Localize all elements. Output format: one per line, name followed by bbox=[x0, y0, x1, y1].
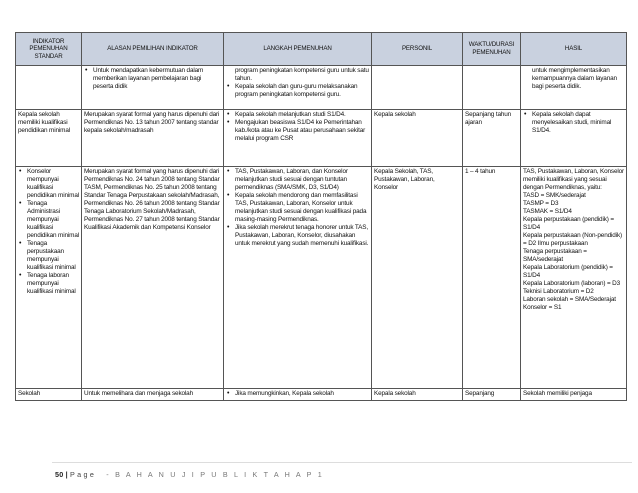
cell-indikator: Sekolah bbox=[16, 389, 82, 401]
header-personil: PERSONIL bbox=[372, 33, 463, 66]
list-item: • TAS, Pustakawan, Laboran, dan Konselor melanjutkan studi sesuai dengan tuntutan permendiknas (SMA/SMK, D3, S1/D4) bbox=[235, 168, 369, 192]
list-item: • Kepala sekolah dapat menyelesaikan studi, minimal S1/D4. bbox=[532, 111, 624, 135]
table-row bbox=[16, 110, 627, 167]
list-continuation: program peningkatan kompetensi guru untuk satu tahun. bbox=[235, 67, 369, 82]
cell-waktu: Sepanjang bbox=[463, 389, 521, 401]
table-row bbox=[16, 389, 627, 401]
list-item: • Kepala sekolah dan guru-guru melaksanakan program peningkatan kompetensi guru. bbox=[235, 83, 369, 99]
hasil-line: Tenaga perpustakaan = SMA/sederajat bbox=[523, 248, 587, 263]
list-item: • Tenaga Administrasi mempunyai kualifikasi pendidikan minimal bbox=[27, 200, 79, 240]
table-row bbox=[16, 167, 627, 389]
hasil-line: TASD = SMK/sederajat bbox=[523, 192, 586, 199]
cell-personil: Kepala sekolah bbox=[372, 389, 463, 401]
table-header-row bbox=[16, 33, 627, 66]
cell-hasil bbox=[521, 110, 627, 167]
hasil-line: TAS, Pustakawan, Laboran, Konselor memiliki kualifikasi yang sesuai dengan Permendiknas, yaitu: bbox=[523, 168, 624, 191]
hasil-line: Kepala Laboratorium (pendidik) = S1/D4 bbox=[523, 264, 613, 279]
list-item: • Mengajukan beasiswa S1/D4 ke Pemerintahan kab./kota atau ke Pusat atau perusahaan sekitar melalui program CSR bbox=[235, 119, 369, 143]
cell-waktu: 1 – 4 tahun bbox=[463, 167, 521, 389]
cell-alasan bbox=[82, 66, 224, 110]
cell-langkah bbox=[224, 389, 372, 401]
list-item: • Tenaga laboran mempunyai kualifikasi minimal bbox=[27, 272, 79, 296]
cell-personil bbox=[372, 66, 463, 110]
cell-waktu bbox=[463, 66, 521, 110]
cell-alasan: Untuk memelihara dan menjaga sekolah bbox=[82, 389, 224, 401]
cell-langkah bbox=[224, 110, 372, 167]
hasil-line: Laboran sekolah = SMA/Sederajat bbox=[523, 296, 616, 303]
cell-hasil bbox=[521, 66, 627, 110]
cell-alasan: Merupakan syarat formal yang harus dipenuhi dari Permendiknas No. 13 tahun 2007 tentang standar kepala sekolah/madrasah bbox=[82, 110, 224, 167]
hasil-line: Kepala perpustakaan (pendidik) = S1/D4 bbox=[523, 216, 614, 231]
cell-indikator: Kepala sekolah memiliki kualifikasi pendidikan minimal bbox=[16, 110, 82, 167]
cell-waktu: Sepanjang tahun ajaran bbox=[463, 110, 521, 167]
header-langkah: LANGKAH PEMENUHAN bbox=[224, 33, 372, 66]
footer-divider bbox=[52, 462, 632, 463]
footer-title: - B A H A N U J I P U B L I K T A H A P 1 bbox=[106, 470, 324, 479]
list-item: • Untuk mendapatkan kebermutuan dalam memberikan layanan pembelajaran bagi peserta didik bbox=[93, 67, 221, 91]
page-word: P a g e bbox=[70, 470, 95, 479]
header-hasil: HASIL bbox=[521, 33, 627, 66]
page-footer bbox=[55, 470, 635, 479]
header-alasan: ALASAN PEMILIHAN INDIKATOR bbox=[82, 33, 224, 66]
header-waktu: WAKTU/DURASI PEMENUHAN bbox=[463, 33, 521, 66]
cell-langkah bbox=[224, 66, 372, 110]
list-continuation: untuk mengimplementasikan kemampuannya dalam layanan bagi peserta didik. bbox=[532, 67, 617, 90]
cell-indikator bbox=[16, 167, 82, 389]
list-item: • Jika memungkinkan, Kepala sekolah bbox=[235, 390, 369, 398]
header-indikator: INDIKATOR PEMENUHAN STANDAR bbox=[16, 33, 82, 66]
hasil-line: Konselor = S1 bbox=[523, 304, 562, 311]
hasil-line: Kepala Laboratorium (laboran) = D3 bbox=[523, 280, 621, 287]
hasil-line: TASMAK = S1/D4 bbox=[523, 208, 572, 215]
list-item: • Konselor mempunyai kualifikasi pendidikan minimal bbox=[27, 168, 79, 200]
table-row bbox=[16, 66, 627, 110]
list-item: • Kepala sekolah mendorong dan memfasilitasi TAS, Pustakawan, Laboran, Konselor untuk melanjutkan studi sesuai dengan kualifikasi pada masing-masing Permendiknas. bbox=[235, 192, 369, 224]
cell-personil: Kepala Sekolah, TAS, Pustakawan, Laboran, Konselor bbox=[372, 167, 463, 389]
cell-indikator bbox=[16, 66, 82, 110]
cell-personil: Kepala sekolah bbox=[372, 110, 463, 167]
page-number: 50 bbox=[55, 470, 64, 479]
hasil-line: Teknisi Laboratorium = D2 bbox=[523, 288, 594, 295]
list-item: • Tenaga perpustakaan mempunyai kualifikasi minimal bbox=[27, 240, 79, 272]
list-item: • Kepala sekolah melanjutkan studi S1/D4. bbox=[235, 111, 369, 119]
list-item: • Jika sekolah merekrut tenaga honorer untuk TAS, Pustakawan, Laboran, Konselor, diusahakan untuk merekrut yang sudah memenuhi kualifikasi. bbox=[235, 224, 369, 248]
cell-alasan: Merupakan syarat formal yang harus dipenuhi dari Permendiknas No. 24 tahun 2008 tentang Standar TASM, Permendiknas No. 25 tahun 2008 tentang Standar Tenaga Perpustakaan sekolah/Madrasah, Permendiknas No. 26 tahun 2008 tentang Standar Tenaga Laboratorium Sekolah/Madrasah, Permendiknas No. 27 tahun 2008 tentang Standar Kualifikasi Akademik dan Kompetensi Konselor bbox=[82, 167, 224, 389]
cell-hasil bbox=[521, 167, 627, 389]
hasil-line: TASMP = D3 bbox=[523, 200, 559, 207]
cell-langkah bbox=[224, 167, 372, 389]
hasil-line: Kepala perpustakaan (Non-pendidik) = D2 Ilmu perpustakaan bbox=[523, 232, 622, 247]
cell-hasil: Sekolah memiliki penjaga bbox=[521, 389, 627, 401]
indicator-table bbox=[15, 32, 627, 401]
footer-separator: | bbox=[65, 470, 68, 479]
